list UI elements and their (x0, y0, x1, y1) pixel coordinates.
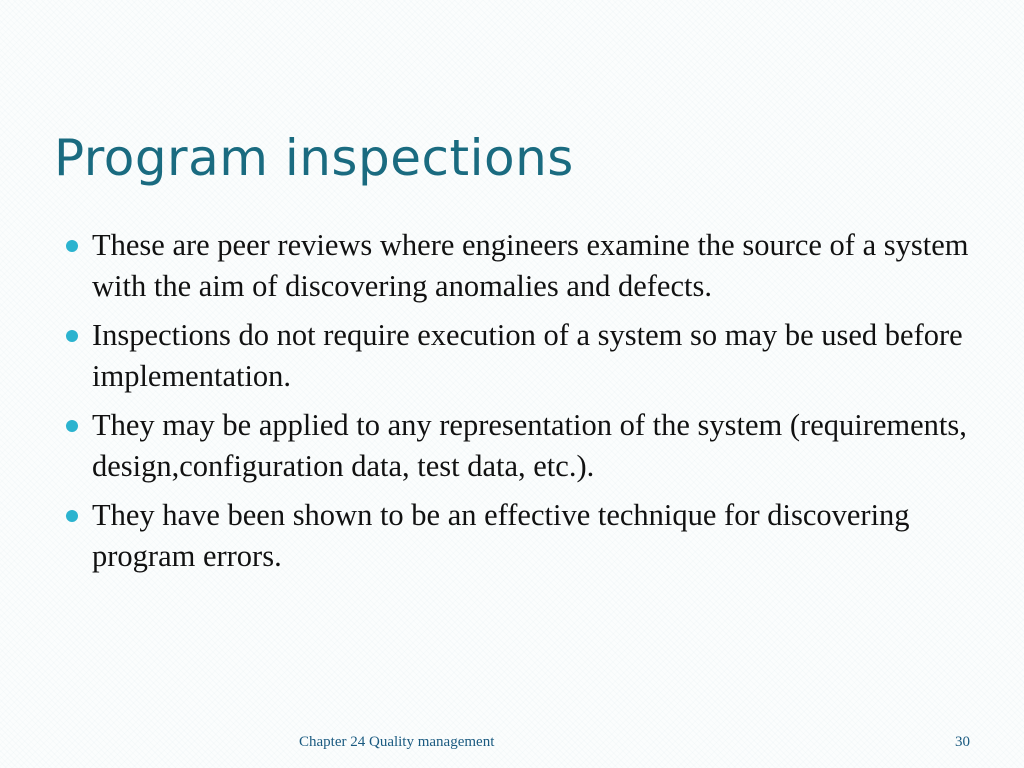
bullet-text: They have been shown to be an effective technique for discovering program errors. (92, 498, 910, 573)
bullet-item (60, 315, 970, 397)
page-number: 30 (955, 734, 970, 750)
bullet-item (60, 225, 970, 307)
bullet-item (60, 405, 970, 487)
bullet-text: These are peer reviews where engineers examine the source of a system with the aim of discovering anomalies and defects. (92, 228, 969, 303)
bullet-dot-icon (66, 510, 78, 522)
bullet-list (60, 225, 970, 585)
slide-title: Program inspections (54, 129, 574, 187)
slide-footer: Chapter 24 Quality management (299, 734, 495, 750)
bullet-dot-icon (66, 330, 78, 342)
bullet-dot-icon (66, 420, 78, 432)
bullet-item (60, 495, 970, 577)
bullet-text: They may be applied to any representation of the system (requirements, design,configuration data, test data, etc.). (92, 408, 967, 483)
bullet-text: Inspections do not require execution of a system so may be used before implementation. (92, 318, 963, 393)
bullet-dot-icon (66, 240, 78, 252)
